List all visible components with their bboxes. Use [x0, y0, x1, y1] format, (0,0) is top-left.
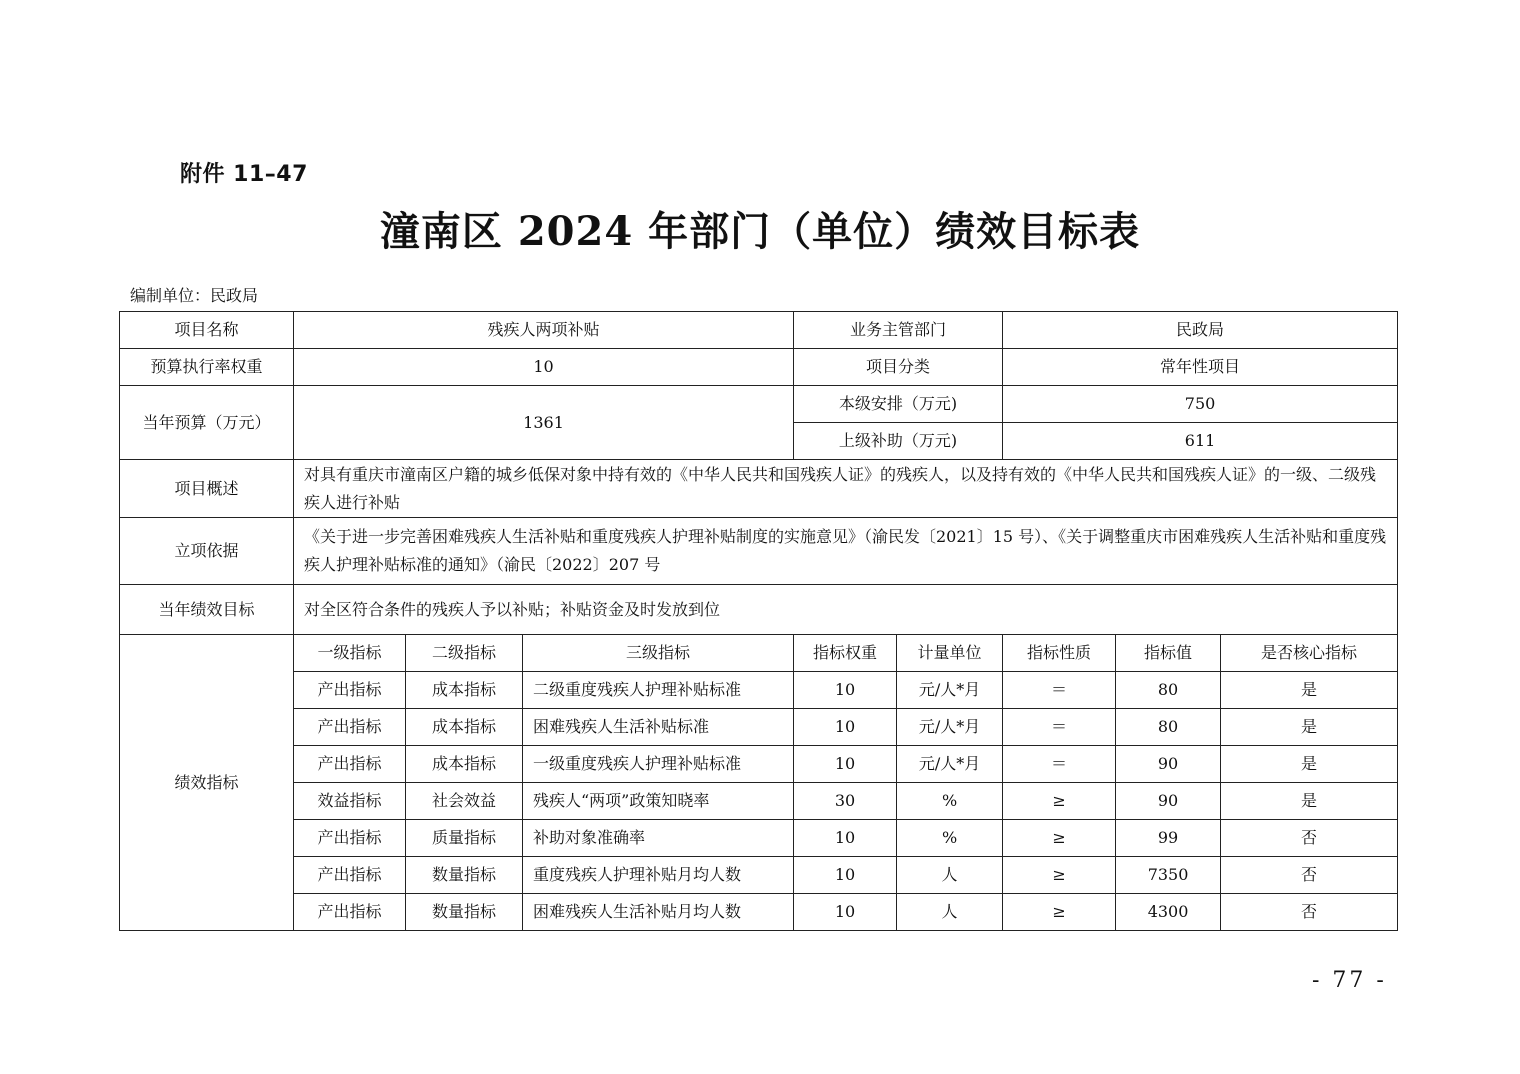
basis-text: 《关于进一步完善困难残疾人生活补贴和重度残疾人护理补贴制度的实施意见》（渝民发〔2021〕15 号）、《关于调整重庆市困难残疾人生活补贴和重度残疾人护理补贴标准的通知》（渝民〔2022〕207 号: [294, 518, 1398, 585]
indicator-header-cell: 指标值: [1116, 635, 1221, 672]
indicator-cell: 10: [794, 672, 897, 709]
indicator-cell: 产出指标: [294, 894, 406, 931]
category-label: 项目分类: [794, 349, 1003, 386]
indicator-cell: 困难残疾人生活补贴月均人数: [523, 894, 794, 931]
indicator-cell: 数量指标: [406, 894, 523, 931]
project-name-value: 残疾人两项补贴: [294, 312, 794, 349]
performance-target-table: [119, 311, 1398, 931]
local-budget-label: 本级安排（万元): [794, 386, 1003, 423]
weight-label: 预算执行率权重: [120, 349, 294, 386]
indicator-cell: 是: [1221, 746, 1398, 783]
indicator-cell: 80: [1116, 709, 1221, 746]
indicator-header-cell: 是否核心指标: [1221, 635, 1398, 672]
row-basis: [120, 518, 1398, 585]
indicator-cell: 元/人*月: [897, 672, 1003, 709]
indicator-row: [120, 894, 1398, 931]
document-title: 潼南区 2024 年部门（单位）绩效目标表: [379, 208, 1141, 255]
indicator-cell: 产出指标: [294, 857, 406, 894]
indicator-cell: 重度残疾人护理补贴月均人数: [523, 857, 794, 894]
indicator-cell: ＝: [1003, 672, 1116, 709]
indicator-row: [120, 709, 1398, 746]
indicator-cell: %: [897, 820, 1003, 857]
indicator-cell: %: [897, 783, 1003, 820]
indicator-cell: ≥: [1003, 820, 1116, 857]
indicator-cell: ≥: [1003, 894, 1116, 931]
dept-value: 民政局: [1003, 312, 1398, 349]
row-weight: [120, 349, 1398, 386]
indicator-cell: 80: [1116, 672, 1221, 709]
indicator-cell: 人: [897, 894, 1003, 931]
indicator-cell: 残疾人“两项”政策知晓率: [523, 783, 794, 820]
indicator-header-cell: 二级指标: [406, 635, 523, 672]
indicator-header-cell: 指标权重: [794, 635, 897, 672]
compiling-unit: 编制单位：民政局: [130, 286, 259, 305]
local-budget-value: 750: [1003, 386, 1398, 423]
indicator-cell: 10: [794, 820, 897, 857]
indicator-header-cell: 一级指标: [294, 635, 406, 672]
indicator-row: [120, 746, 1398, 783]
goal-text: 对全区符合条件的残疾人予以补贴；补贴资金及时发放到位: [294, 585, 1398, 635]
indicator-row: [120, 820, 1398, 857]
attachment-label: 附件 11–47: [180, 162, 308, 187]
weight-value: 10: [294, 349, 794, 386]
indicator-cell: 7350: [1116, 857, 1221, 894]
budget-label: 当年预算（万元）: [120, 386, 294, 460]
indicator-cell: 产出指标: [294, 820, 406, 857]
overview-label: 项目概述: [120, 460, 294, 518]
goal-label: 当年绩效目标: [120, 585, 294, 635]
indicator-header-cell: 指标性质: [1003, 635, 1116, 672]
indicator-cell: ≥: [1003, 783, 1116, 820]
superior-budget-label: 上级补助（万元): [794, 423, 1003, 460]
row-goal: [120, 585, 1398, 635]
project-name-label: 项目名称: [120, 312, 294, 349]
indicator-cell: 10: [794, 709, 897, 746]
indicator-cell: 是: [1221, 672, 1398, 709]
indicator-row: [120, 857, 1398, 894]
basis-label: 立项依据: [120, 518, 294, 585]
indicator-cell: 产出指标: [294, 746, 406, 783]
indicator-cell: 是: [1221, 709, 1398, 746]
indicator-cell: ＝: [1003, 709, 1116, 746]
page-number: - 77 -: [1312, 968, 1387, 993]
indicator-cell: 4300: [1116, 894, 1221, 931]
indicator-cell: 否: [1221, 820, 1398, 857]
row-budget: [120, 386, 1398, 423]
indicator-cell: 99: [1116, 820, 1221, 857]
row-project-name: [120, 312, 1398, 349]
indicator-header-cell: 计量单位: [897, 635, 1003, 672]
indicator-cell: 成本指标: [406, 709, 523, 746]
indicator-header-cell: 三级指标: [523, 635, 794, 672]
indicator-cell: 社会效益: [406, 783, 523, 820]
indicator-row: [120, 783, 1398, 820]
indicator-cell: 数量指标: [406, 857, 523, 894]
indicator-cell: 效益指标: [294, 783, 406, 820]
indicator-cell: 是: [1221, 783, 1398, 820]
category-value: 常年性项目: [1003, 349, 1398, 386]
indicator-row: [120, 672, 1398, 709]
indicator-cell: 10: [794, 746, 897, 783]
indicator-cell: 产出指标: [294, 672, 406, 709]
indicator-cell: 一级重度残疾人护理补贴标准: [523, 746, 794, 783]
row-overview: [120, 460, 1398, 518]
indicator-cell: 困难残疾人生活补贴标准: [523, 709, 794, 746]
indicator-cell: 产出指标: [294, 709, 406, 746]
indicator-cell: ＝: [1003, 746, 1116, 783]
indicator-cell: 元/人*月: [897, 746, 1003, 783]
indicator-cell: 元/人*月: [897, 709, 1003, 746]
indicator-cell: 10: [794, 857, 897, 894]
indicator-cell: 10: [794, 894, 897, 931]
indicator-cell: 质量指标: [406, 820, 523, 857]
indicator-cell: ≥: [1003, 857, 1116, 894]
superior-budget-value: 611: [1003, 423, 1398, 460]
indicator-cell: 30: [794, 783, 897, 820]
indicator-cell: 成本指标: [406, 746, 523, 783]
indicator-cell: 成本指标: [406, 672, 523, 709]
overview-text: 对具有重庆市潼南区户籍的城乡低保对象中持有效的《中华人民共和国残疾人证》的残疾人，以及持有效的《中华人民共和国残疾人证》的一级、二级残疾人进行补贴: [294, 460, 1398, 518]
indicator-cell: 补助对象准确率: [523, 820, 794, 857]
indicator-cell: 90: [1116, 746, 1221, 783]
indicator-cell: 二级重度残疾人护理补贴标准: [523, 672, 794, 709]
indicator-cell: 人: [897, 857, 1003, 894]
indicator-header-row: [120, 635, 1398, 672]
indicators-label: 绩效指标: [120, 635, 294, 931]
budget-value: 1361: [294, 386, 794, 460]
indicator-cell: 否: [1221, 894, 1398, 931]
indicator-cell: 否: [1221, 857, 1398, 894]
dept-label: 业务主管部门: [794, 312, 1003, 349]
indicator-cell: 90: [1116, 783, 1221, 820]
